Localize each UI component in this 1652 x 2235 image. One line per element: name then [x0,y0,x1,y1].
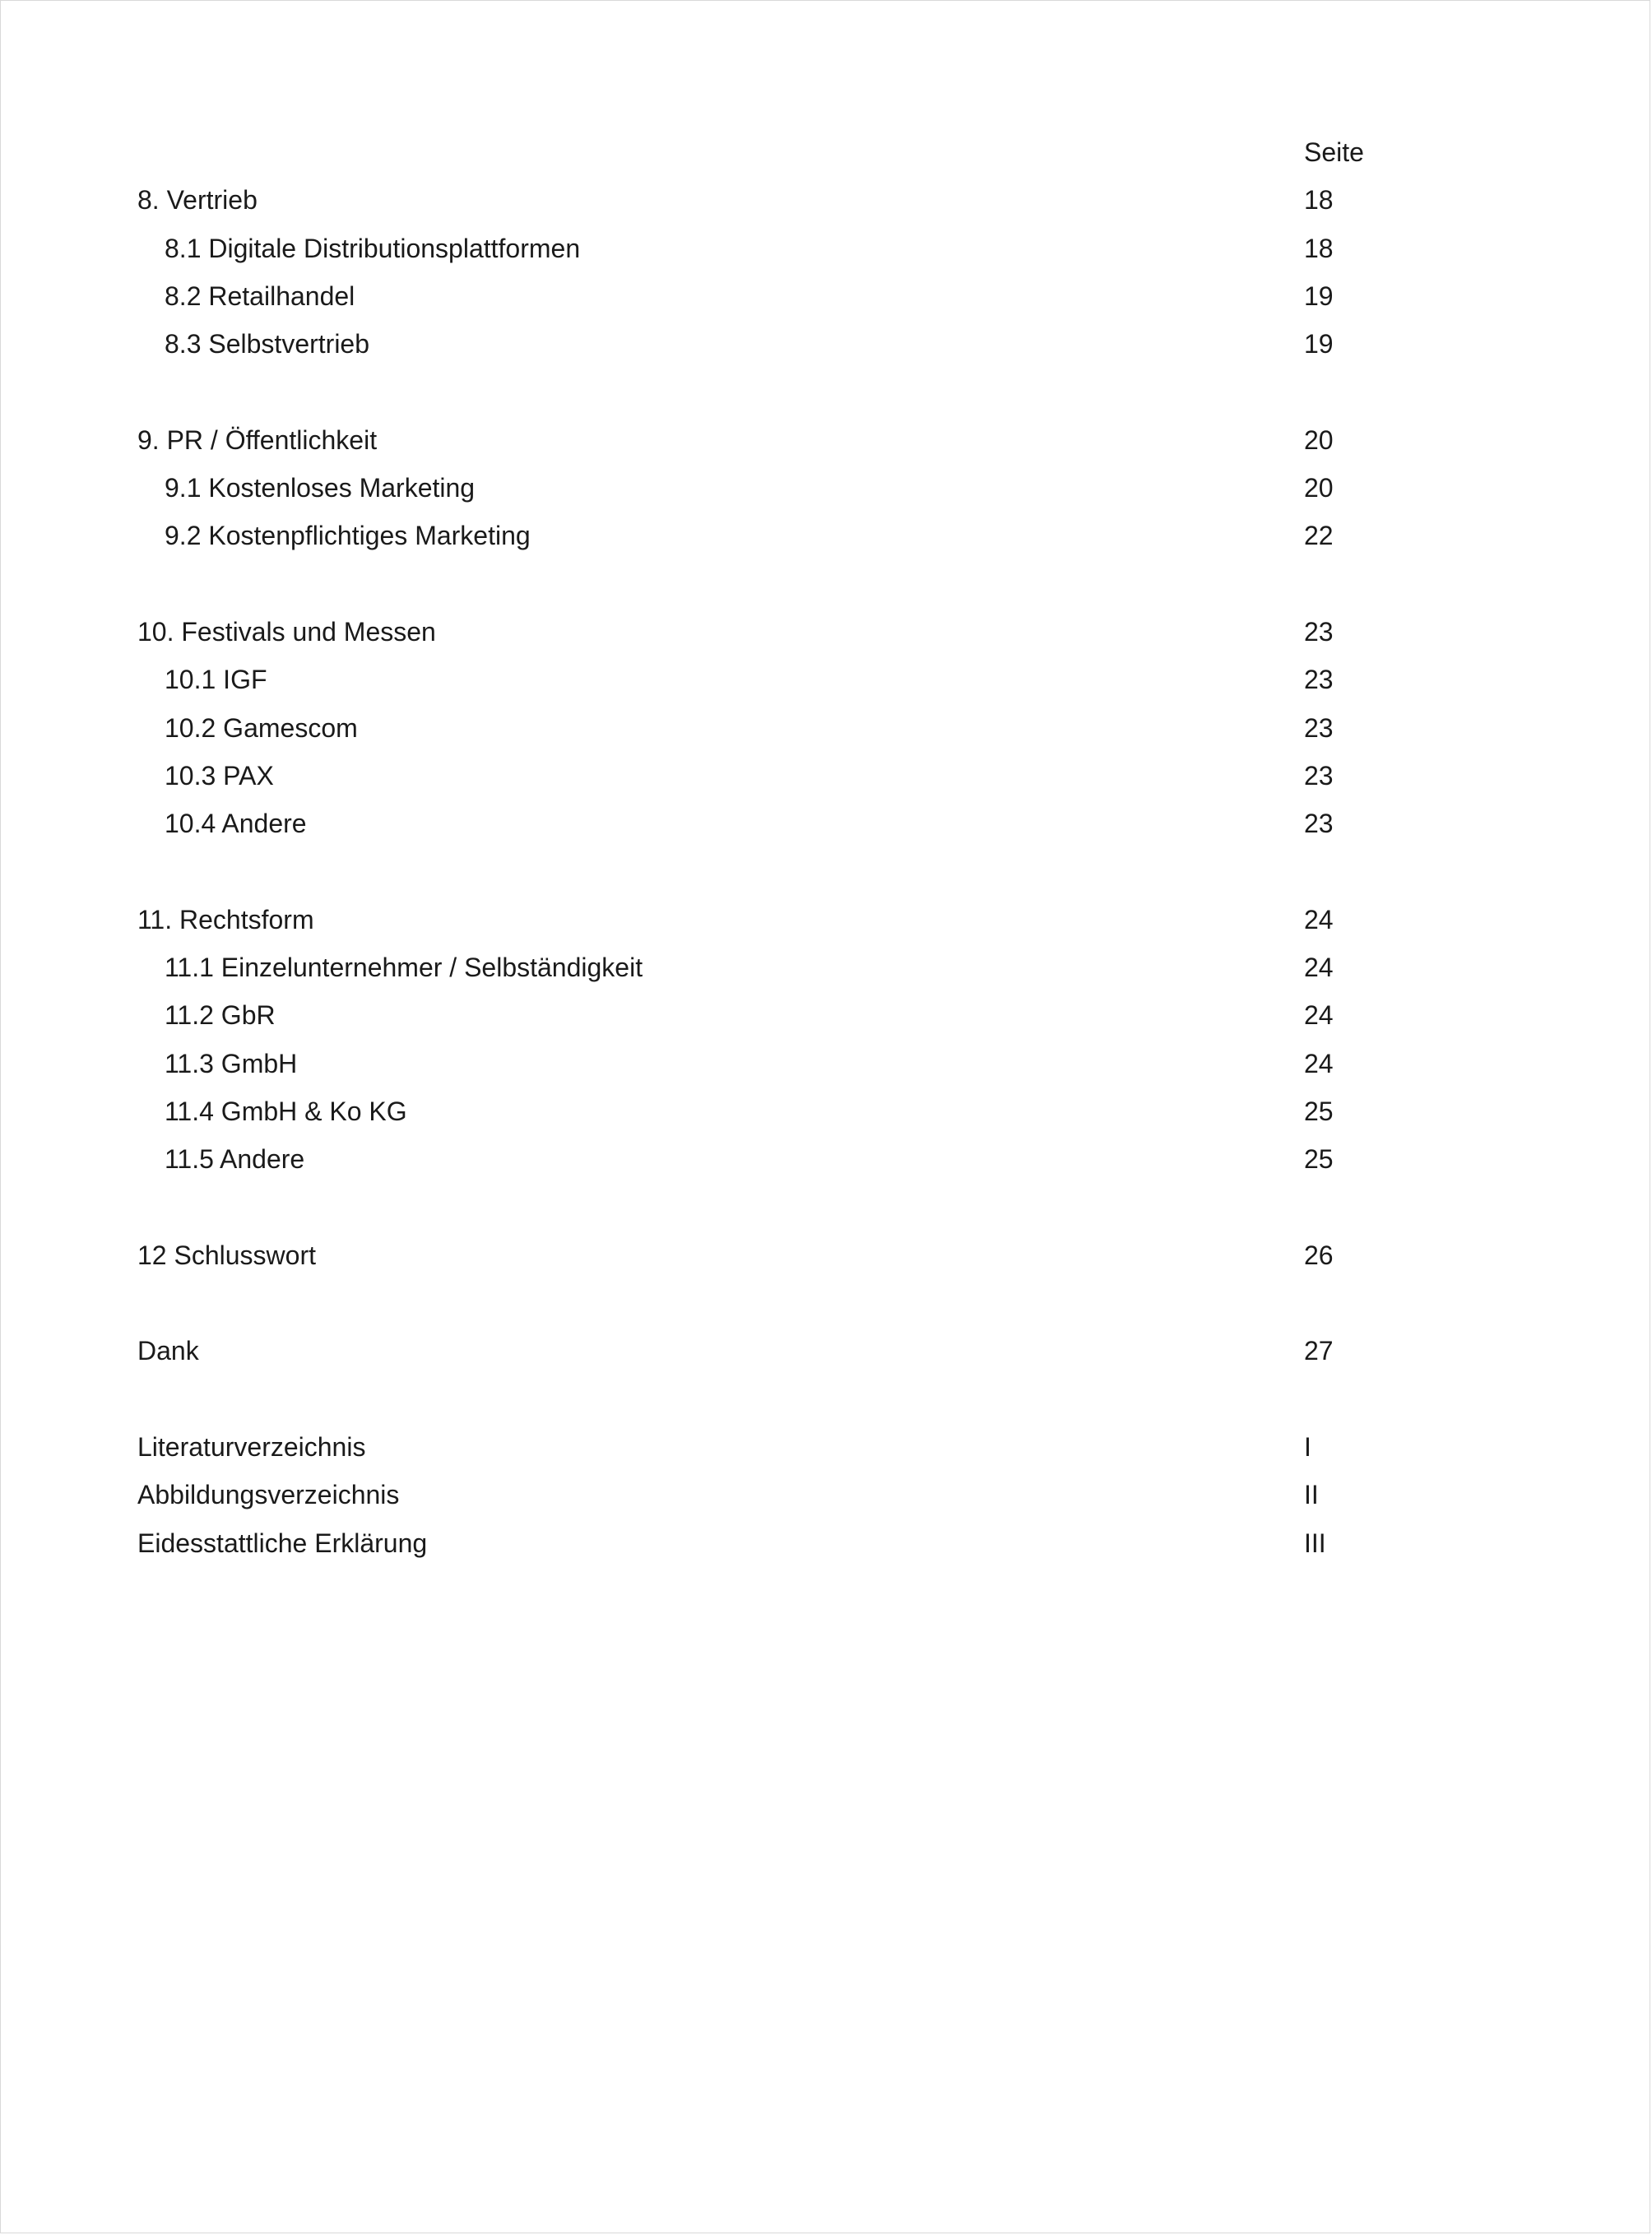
toc-subsection-entry[interactable] [137,225,1404,272]
toc-entry-page-number: 24 [1304,904,1334,934]
toc-entry-page-number: III [1304,1528,1326,1558]
toc-entry-page-number: 18 [1304,233,1334,263]
toc-section-entry[interactable] [137,1231,1404,1279]
page-column-header: Seite [1304,137,1364,167]
toc-subsection-entry[interactable] [137,272,1404,320]
toc-entry-label: 10.3 PAX [165,760,274,791]
toc-subsection-entry[interactable] [137,656,1404,703]
toc-entry-page-number: 24 [1304,953,1334,983]
toc-group-spacer [137,560,1404,608]
toc-entry-page-number: 23 [1304,809,1334,839]
toc-entry-label: 8.1 Digitale Distributionsplattformen [165,233,581,263]
toc-header-row [137,128,1404,176]
toc-entry-label: 8. Vertrieb [137,185,258,216]
toc-entry-page-number: I [1304,1432,1311,1463]
toc-entry-label: 11.5 Andere [165,1144,305,1175]
toc-entry-page-number: 19 [1304,281,1334,311]
toc-subsection-entry[interactable] [137,1087,1404,1135]
toc-entry-label: 11.1 Einzelunternehmer / Selbständigkeit [165,953,643,983]
toc-section-entry[interactable] [137,416,1404,464]
toc-subsection-entry[interactable] [137,800,1404,847]
toc-entry-label: 10.4 Andere [165,809,307,839]
toc-group-spacer [137,1375,1404,1423]
toc-entry-page-number: 23 [1304,712,1334,743]
toc-entry-page-number: 20 [1304,473,1334,503]
toc-entry-label: 8.3 Selbstvertrieb [165,329,370,359]
toc-entry-label: 11.4 GmbH & Ko KG [165,1096,407,1126]
toc-entry-label: Dank [137,1336,199,1366]
toc-entry-label: 10. Festivals und Messen [137,616,436,647]
toc-entry-page-number: 25 [1304,1144,1334,1175]
toc-group-spacer [137,1184,1404,1231]
toc-entry-label: 9.1 Kostenloses Marketing [165,473,476,503]
toc-entry-page-number: 24 [1304,1000,1334,1031]
toc-group-spacer [137,1279,1404,1327]
toc-group-spacer [137,847,1404,895]
toc-entry-label: 8.2 Retailhandel [165,281,355,311]
toc-entry-label: 12 Schlusswort [137,1240,316,1270]
toc-entry-page-number: 23 [1304,616,1334,647]
toc-section-entry[interactable] [137,1327,1404,1375]
toc-subsection-entry[interactable] [137,944,1404,991]
toc-entry-page-number: 19 [1304,329,1334,359]
toc-subsection-entry[interactable] [137,752,1404,800]
toc-subsection-entry[interactable] [137,320,1404,368]
toc-entry-label: 9. PR / Öffentlichkeit [137,424,378,455]
toc-entry-page-number: II [1304,1480,1319,1510]
toc-entry-label: 11. Rechtsform [137,904,314,934]
toc-section-entry[interactable] [137,1471,1404,1519]
toc-section-entry[interactable] [137,608,1404,656]
toc-entry-page-number: 26 [1304,1240,1334,1270]
toc-entry-page-number: 18 [1304,185,1334,216]
toc-entry-page-number: 24 [1304,1048,1334,1078]
toc-entry-label: Abbildungsverzeichnis [137,1480,400,1510]
toc-entry-label: Eidesstattliche Erklärung [137,1528,428,1558]
table-of-contents [137,128,1404,1567]
toc-entry-label: 9.2 Kostenpflichtiges Marketing [165,521,531,551]
toc-section-entry[interactable] [137,176,1404,224]
toc-section-entry[interactable] [137,1423,1404,1471]
toc-entry-page-number: 27 [1304,1336,1334,1366]
toc-section-entry[interactable] [137,1519,1404,1567]
toc-subsection-entry[interactable] [137,704,1404,752]
toc-entry-label: 11.2 GbR [165,1000,276,1031]
toc-entry-page-number: 23 [1304,760,1334,791]
toc-subsection-entry[interactable] [137,1040,1404,1087]
toc-section-entry[interactable] [137,896,1404,944]
toc-entry-label: 10.1 IGF [165,665,267,695]
toc-entry-label: Literaturverzeichnis [137,1432,366,1463]
toc-entry-label: 10.2 Gamescom [165,712,358,743]
toc-subsection-entry[interactable] [137,464,1404,512]
toc-entry-page-number: 23 [1304,665,1334,695]
toc-entry-page-number: 25 [1304,1096,1334,1126]
toc-entry-page-number: 22 [1304,521,1334,551]
toc-subsection-entry[interactable] [137,512,1404,559]
toc-entry-page-number: 20 [1304,424,1334,455]
toc-subsection-entry[interactable] [137,991,1404,1039]
toc-group-spacer [137,368,1404,415]
toc-entry-label: 11.3 GmbH [165,1048,298,1078]
toc-subsection-entry[interactable] [137,1135,1404,1183]
